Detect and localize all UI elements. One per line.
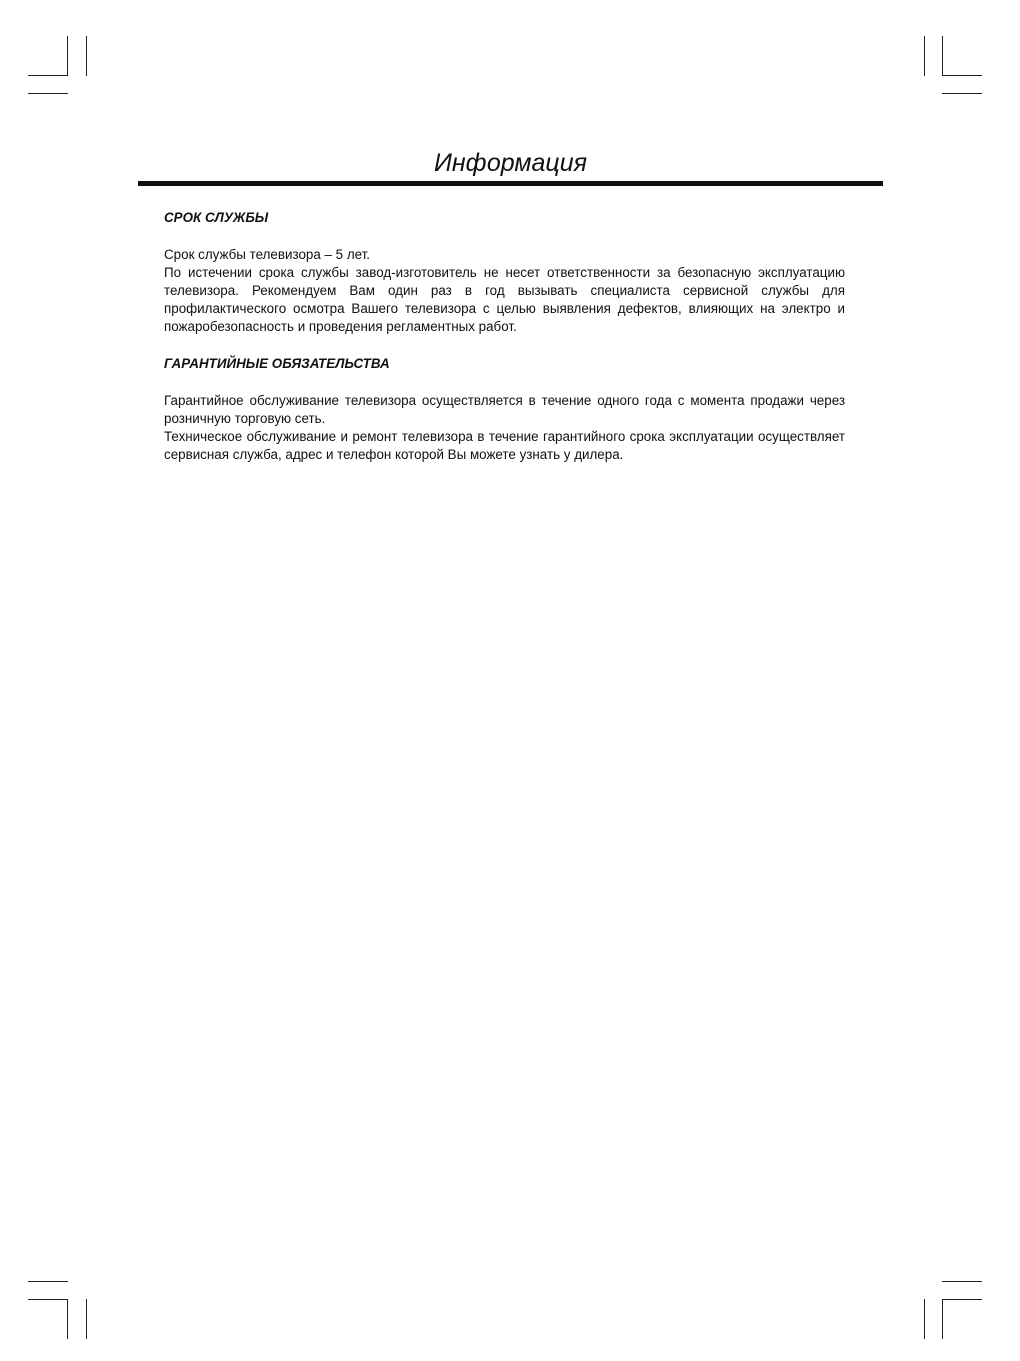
section-service-life xyxy=(164,208,845,336)
crop-mark xyxy=(28,1281,68,1282)
crop-mark xyxy=(942,1299,943,1339)
crop-mark xyxy=(942,1281,982,1282)
crop-mark xyxy=(942,36,943,76)
crop-mark xyxy=(942,1299,982,1300)
crop-mark xyxy=(67,36,68,76)
paragraph: Техническое обслуживание и ремонт телевизора в течение гарантийного срока эксплуатации осуществляет сервисная служба, адрес и телефон которой Вы можете узнать у дилера. xyxy=(164,429,845,462)
section-warranty xyxy=(164,354,845,464)
section-heading: СРОК СЛУЖБЫ xyxy=(164,210,269,225)
crop-mark xyxy=(28,1299,68,1300)
document-body xyxy=(164,208,845,482)
crop-mark xyxy=(86,36,87,76)
crop-mark xyxy=(924,1299,925,1339)
crop-mark xyxy=(924,36,925,76)
page-title: Информация xyxy=(434,149,587,177)
section-heading: ГАРАНТИЙНЫЕ ОБЯЗАТЕЛЬСТВА xyxy=(164,356,390,371)
title-divider xyxy=(138,181,883,186)
crop-mark xyxy=(28,93,68,94)
paragraph: По истечении срока службы завод-изготовитель не несет ответственности за безопасную эксплуатацию телевизора. Рекомендуем Вам один раз в год вызывать специалиста сервисной службы для профилактического осмотра Вашего телевизора с целью выявления дефектов, влияющих на электро и пожаробезопасность и проведения регламентных работ. xyxy=(164,265,845,334)
crop-mark xyxy=(67,1299,68,1339)
crop-mark xyxy=(942,93,982,94)
crop-mark xyxy=(942,75,982,76)
crop-mark xyxy=(86,1299,87,1339)
paragraph: Гарантийное обслуживание телевизора осуществляется в течение одного года с момента продажи через розничную торговую сеть. xyxy=(164,393,845,426)
paragraph: Срок службы телевизора – 5 лет. xyxy=(164,247,371,262)
crop-mark xyxy=(28,75,68,76)
